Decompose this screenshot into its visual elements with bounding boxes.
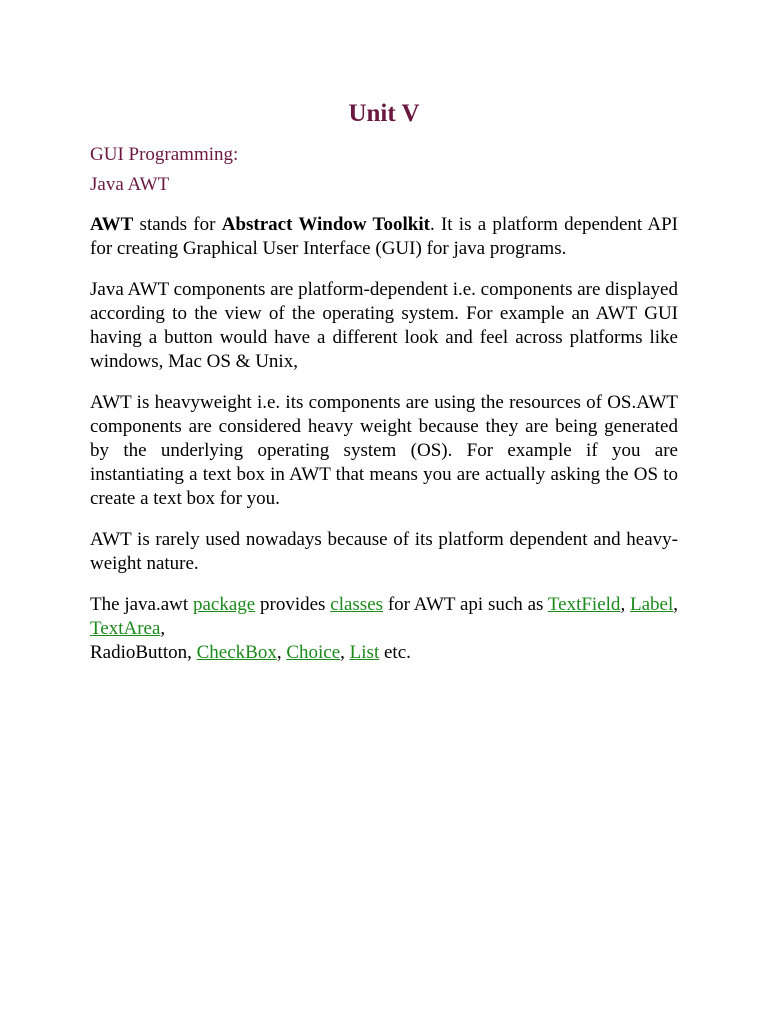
page-title: Unit V xyxy=(348,100,420,127)
separator: , xyxy=(276,642,287,663)
paragraph-awt-definition xyxy=(90,213,678,261)
text-span: RadioButton, xyxy=(90,642,197,663)
subheading-java-awt: Java AWT xyxy=(90,174,170,195)
text-span: for AWT api such as xyxy=(383,594,548,615)
paragraph-java-awt-package xyxy=(90,593,678,665)
link-checkbox[interactable]: CheckBox xyxy=(196,642,277,663)
separator: , xyxy=(620,594,630,615)
text-span: . It is a platform dependent API for creating Graphical User Interface (GUI) for java programs. xyxy=(90,214,679,259)
separator: , xyxy=(673,594,679,615)
text-span: stands for xyxy=(133,214,222,235)
link-list[interactable]: List xyxy=(349,642,380,663)
bold-abstract-window-toolkit: Abstract Window Toolkit xyxy=(221,214,430,235)
document-page xyxy=(90,96,678,682)
paragraph-platform-dependent: Java AWT components are platform-dependent i.e. components are displayed according to the view of the operating system. For example an AWT GUI having a button would have a different look and feel across platforms like windows, Mac OS & Unix, xyxy=(90,279,678,372)
link-choice[interactable]: Choice xyxy=(286,642,341,663)
text-span: provides xyxy=(255,594,331,615)
separator: , xyxy=(160,618,166,639)
link-label[interactable]: Label xyxy=(630,594,674,615)
link-textfield[interactable]: TextField xyxy=(547,594,621,615)
paragraph-heavyweight: AWT is heavyweight i.e. its components are using the resources of OS.AWT components are considered heavy weight because they are being generated by the underlying operating system (OS). For example if you are instantiating a text box in AWT that means you are actually asking the OS to create a text box for you. xyxy=(90,392,678,509)
link-classes[interactable]: classes xyxy=(330,594,384,615)
paragraph-rarely-used: AWT is rarely used nowadays because of its platform dependent and heavy-weight nature. xyxy=(90,529,678,574)
text-span: The java.awt xyxy=(90,594,193,615)
link-package[interactable]: package xyxy=(192,594,256,615)
link-textarea[interactable]: TextArea xyxy=(90,618,161,639)
bold-awt: AWT xyxy=(90,214,134,235)
separator: , xyxy=(340,642,350,663)
text-span: etc. xyxy=(379,642,411,663)
subheading-gui-programming: GUI Programming: xyxy=(90,144,239,165)
